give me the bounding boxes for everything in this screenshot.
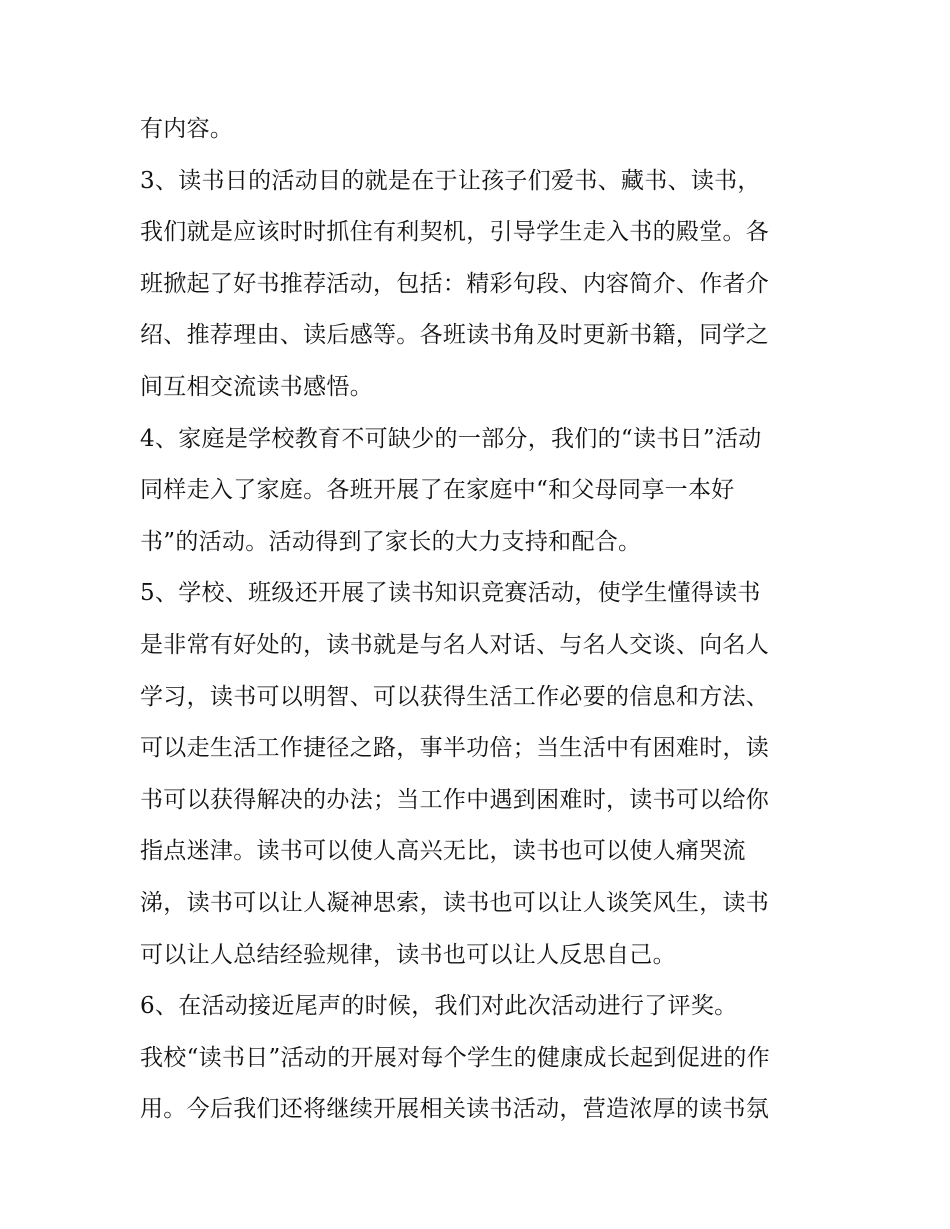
text-line: 可以让人总结经验规律，读书也可以让人反思自己。 xyxy=(140,941,676,968)
text-line: 3、读书日的活动目的就是在于让孩子们爱书、藏书、读书， xyxy=(140,167,761,194)
text-line: 可以走生活工作捷径之路，事半功倍；当生活中有困难时，读 xyxy=(140,735,770,762)
text-line: 指点迷津。读书可以使人高兴无比，读书也可以使人痛哭流 xyxy=(140,838,746,865)
text-line: 绍、推荐理由、读后感等。各班读书角及时更新书籍，同学之 xyxy=(140,322,770,349)
text-line: 书”的活动。活动得到了家长的大力支持和配合。 xyxy=(140,528,642,555)
text-line: 涕，读书可以让人凝神思索，读书也可以让人谈笑风生，读书 xyxy=(140,889,770,916)
text-line: 5、学校、班级还开展了读书知识竞赛活动，使学生懂得读书 xyxy=(140,580,761,607)
text-line: 是非常有好处的，读书就是与名人对话、与名人交谈、向名人 xyxy=(140,631,770,658)
text-line: 我校“读书日”活动的开展对每个学生的健康成长起到促进的作 xyxy=(140,1044,770,1071)
text-line: 用。今后我们还将继续开展相关读书活动，营造浓厚的读书氛 xyxy=(140,1096,770,1123)
text-line: 同样走入了家庭。各班开展了在家庭中“和父母同享一本好 xyxy=(140,477,735,504)
text-line: 4、家庭是学校教育不可缺少的一部分，我们的“读书日”活动 xyxy=(140,425,762,452)
text-line: 间互相交流读书感悟。 xyxy=(140,373,373,400)
text-line: 学习，读书可以明智、可以获得生活工作必要的信息和方法、 xyxy=(140,683,770,710)
text-line: 有内容。 xyxy=(140,116,234,142)
text-line: 班掀起了好书推荐活动，包括：精彩句段、内容简介、作者介 xyxy=(140,270,770,297)
document-body xyxy=(140,104,820,1136)
text-line: 我们就是应该时时抓住有利契机，引导学生走入书的殿堂。各 xyxy=(140,219,770,246)
text-line: 书可以获得解决的办法；当工作中遇到困难时，读书可以给你 xyxy=(140,786,770,813)
text-line: 6、在活动接近尾声的时候，我们对此次活动进行了评奖。 xyxy=(140,993,738,1020)
